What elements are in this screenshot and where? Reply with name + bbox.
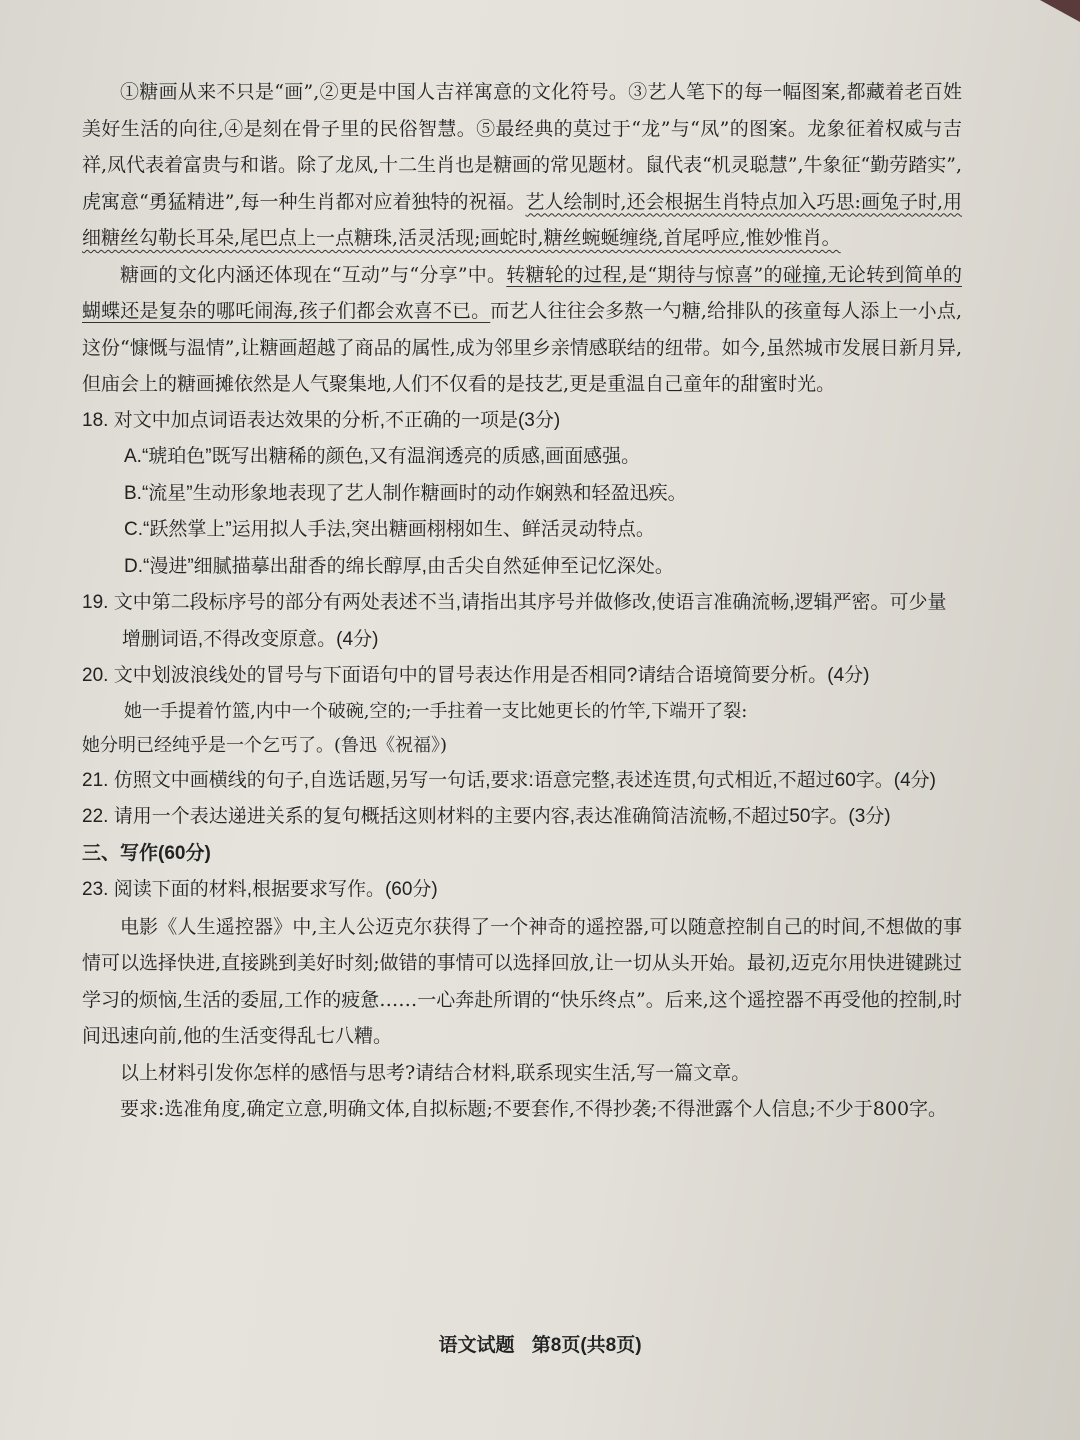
footer-subject: 语文试题 <box>438 1335 515 1356</box>
question-23: 23. 阅读下面的材料,根据要求写作。(60分) <box>82 879 438 900</box>
option-18-d: D.“漫进”细腻描摹出甜香的绵长醇厚,由舌尖自然延伸至记忆深处。 <box>124 555 674 577</box>
page-footer <box>0 1330 1080 1357</box>
option-18-c: C.“跃然掌上”运用拟人手法,突出糖画栩栩如生、鲜活灵动特点。 <box>124 519 655 540</box>
question-22: 22. 请用一个表达递进关系的复句概括这则材料的主要内容,表达准确简洁流畅,不超过50字。(3分) <box>82 806 891 827</box>
question-21: 21. 仿照文中画横线的句子,自选话题,另写一句话,要求:语意完整,表述连贯,句式相近,不超过60字。(4分) <box>82 769 937 791</box>
page-corner-shadow <box>1040 0 1080 22</box>
exam-page <box>82 74 962 1128</box>
underlined-text: 转糖轮的过程,是“期待与惊喜”的碰撞,无论转到简单的蝴蝶还是复杂的哪吒闹海,孩子们都会欢喜不已。 <box>82 263 962 322</box>
writing-prompt: 以上材料引发你怎样的感悟与思考?请结合材料,联系现实生活,写一篇文章。 <box>120 1061 751 1084</box>
passage-text: 糖画的文化内涵还体现在“互动”与“分享”中。 <box>120 263 507 286</box>
passage-paragraph-1 <box>82 74 962 257</box>
option-18-b: B.“流星”生动形象地表现了艺人制作糖画时的动作娴熟和轻盈迅疾。 <box>124 482 687 504</box>
question-20-quote-line-1: 她一手提着竹篮,内中一个破碗,空的;一手拄着一支比她更长的竹竿,下端开了裂: <box>124 700 748 722</box>
passage-text: 而艺人往往会多熬一勺糖,给排队的孩童每人添上一小点,这份“慷慨与温情”,让糖画超越了商品的属性,成为邻里乡亲情感联结的纽带。如今,虽然城市发展日新月异,但庙会上的糖画摊依然是人气聚集地,人们不仅看的是技艺,更是重温自己童年的甜蜜时光。 <box>82 300 962 395</box>
question-18: 18. 对文中加点词语表达效果的分析,不正确的一项是(3分) <box>82 409 561 431</box>
question-20: 20. 文中划波浪线处的冒号与下面语句中的冒号表达作用是否相同?请结合语境简要分析。(4分) <box>82 665 870 686</box>
wavy-underlined-text: 艺人绘制时,还会根据生肖特点加入巧思:画兔子时,用细糖丝勾勒长耳朵,尾巴点上一点糖珠,活灵活现;画蛇时,糖丝蜿蜒缠绕,首尾呼应,惟妙惟肖。 <box>82 190 963 249</box>
writing-requirement: 要求:选准角度,确定立意,明确文体,自拟标题;不要套作,不得抄袭;不得泄露个人信息;不少于800字。 <box>120 1098 948 1120</box>
passage-text: ①糖画从来不只是“画”,②更是中国人吉祥寓意的文化符号。③艺人笔下的每一幅图案,都藏着老百姓美好生活的向往,④是刻在骨子里的民俗智慧。⑤最经典的莫过于“龙”与“凤”的图案。龙象征着权威与吉祥,凤代表着富贵与和谐。除了龙凤,十二生肖也是糖画的常见题材。鼠代表“机灵聪慧”,牛象征“勤劳踏实”,虎寓意“勇猛精进”,每一种生肖都对应着独特的祝福。 <box>82 81 963 213</box>
question-19: 19. 文中第二段标序号的部分有两处表述不当,请指出其序号并做修改,使语言准确流畅,逻辑严密。可少量增删词语,不得改变原意。(4分) <box>82 592 947 650</box>
writing-material: 电影《人生遥控器》中,主人公迈克尔获得了一个神奇的遥控器,可以随意控制自己的时间,不想做的事情可以选择快进,直接跳到美好时刻;做错的事情可以选择回放,让一切从头开始。最初,迈克尔用快进键跳过学习的烦恼,生活的委屈,工作的疲惫……一心奔赴所谓的“快乐终点”。后来,这个遥控器不再受他的控制,时间迅速向前,他的生活变得乱七八糟。 <box>82 915 962 1047</box>
question-20-quote-line-2: 她分明已经纯乎是一个乞丐了。(鲁迅《祝福》) <box>82 734 448 756</box>
option-18-a: A.“琥珀色”既写出糖稀的颜色,又有温润透亮的质感,画面感强。 <box>124 446 641 467</box>
footer-page-number: 第8页(共8页) <box>531 1335 642 1356</box>
section-heading-writing: 三、写作(60分) <box>82 842 211 864</box>
passage-paragraph-2 <box>82 257 962 403</box>
